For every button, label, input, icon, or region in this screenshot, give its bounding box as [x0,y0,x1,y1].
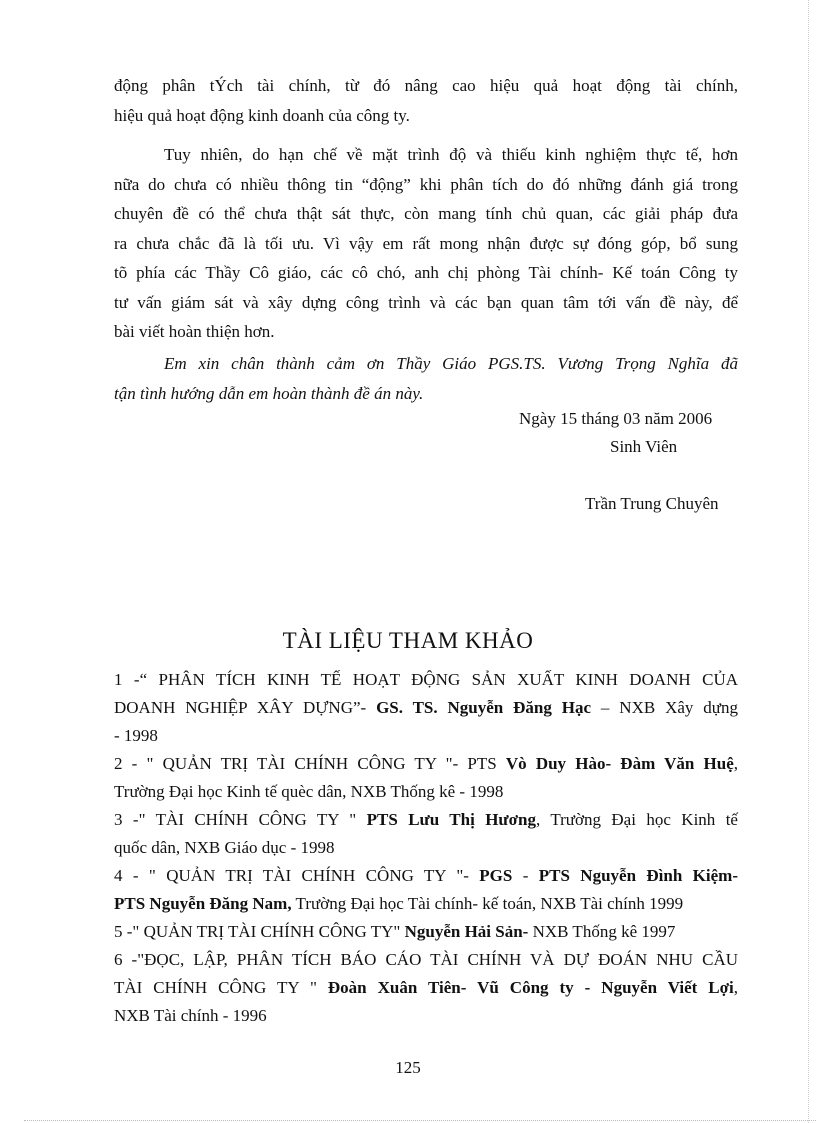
reference-item [114,666,738,750]
text-line: Tuy nhiên, do hạn chế về mặt trình độ và thiếu kinh nghiệm thực tế, hơn [164,145,738,164]
ref-publisher: NXB Thống kê 1997 [528,922,676,941]
ref-author: Đoàn Xuân Tiên- Vũ Công ty - Nguyễn Viết Lợi [327,978,734,997]
references-list [114,666,738,1030]
ref-author: Nguyễn Hải Sản- [404,922,529,941]
text-line: động phân tÝch tài chính, từ đó nâng cao hiệu quả hoạt động tài chính, [114,76,738,95]
ref-title: 2 - " QUẢN TRỊ TÀI CHÍNH CÔNG TY "- PTS [114,754,506,773]
ref-title: 5 -" QUẢN TRỊ TÀI CHÍNH CÔNG TY" [114,922,405,941]
ref-publisher: Trường Đại học Tài chính- kế toán, NXB Tài chính 1999 [291,894,684,913]
signature-role: Sinh Viên [610,437,678,456]
page-border-right [808,0,809,1123]
ref-title: 3 -" TÀI CHÍNH CÔNG TY " [114,810,367,829]
text-line: ra chưa chắc đã là tối ưu. Vì vậy em rất mong nhận được sự đóng góp, bổ sung [114,233,738,253]
text-line: bài viết hoàn thiện hơn. [114,322,275,341]
signature-date: Ngày 15 tháng 03 năm 2006 [519,409,713,428]
page-border-bottom [24,1120,816,1121]
ref-author: GS. TS. Nguyễn Đăng Hạc [376,698,592,717]
ref-title: 4 - " QUẢN TRỊ TÀI CHÍNH CÔNG TY "- [114,866,480,885]
paragraph-analysis [114,71,738,130]
reference-item [114,918,738,946]
signature-name: Trần Trung Chuyên [585,494,719,513]
text-line: hiệu quả hoạt động kinh doanh của công ty. [114,105,410,125]
ref-author: PGS [479,866,513,885]
ref-line: 1 -“ PHÂN TÍCH KINH TẾ HOẠT ĐỘNG SẢN XUẤT KINH DOANH CỦA [114,670,738,689]
ref-line [114,918,738,946]
text-line: nữa do chưa có nhiều thông tin “động” khi phân tích do đó những đánh giá trong [114,174,738,194]
ref-line: NXB Tài chính - 1996 [114,1006,267,1025]
ref-sep: , [733,978,738,997]
reference-item [114,946,738,1030]
references-title: TÀI LIỆU THAM KHẢO [282,628,534,653]
ref-title: DOANH NGHIỆP XÂY DỰNG”- [114,698,377,717]
text-line: tận tình hướng dẫn em hoàn thành đề án này. [114,383,424,403]
text-line: tư vấn giám sát và xây dựng công trình và các bạn quan tâm tới vấn đề này, để [114,292,738,312]
paragraph-thanks [114,349,738,408]
ref-line [114,806,738,834]
ref-author: Vò Duy Hào- Đàm Văn Huệ [505,754,734,773]
ref-author: PTS Lưu Thị Hương [366,810,536,829]
ref-line [114,974,738,1002]
ref-author: PTS Nguyễn Đình Kiệm- [538,866,738,885]
page-number: 125 [395,1058,421,1077]
text-line: Em xin chân thành cảm ơn Thầy Giáo PGS.TS. Vương Trọng Nghĩa đã [164,354,738,373]
ref-sep: , [733,754,738,773]
ref-line: quốc dân, NXB Giáo dục - 1998 [114,838,335,857]
ref-publisher: – NXB Xây dựng [591,698,738,717]
ref-publisher: , Trường Đại học Kinh tế [536,810,738,829]
ref-line: Trường Đại học Kinh tế quèc dân, NXB Thống kê - 1998 [114,782,504,801]
ref-title: TÀI CHÍNH CÔNG TY " [114,978,328,997]
reference-item [114,806,738,862]
text-line: chuyên đề có thể chưa thật sát thực, còn mang tính chủ quan, các giải pháp đưa [114,204,738,223]
reference-item [114,862,738,918]
ref-line: 6 -"ĐỌC, LẬP, PHÂN TÍCH BÁO CÁO TÀI CHÍNH VÀ DỰ ĐOÁN NHU CẦU [114,950,738,969]
ref-line [114,750,738,778]
ref-line [114,694,738,722]
text-line: tõ phía các Thầy Cô giáo, các cô chó, anh chị phòng Tài chính- Kế toán Công ty [114,263,738,282]
ref-author: PTS Nguyễn Đăng Nam, [114,894,292,913]
ref-line: - 1998 [114,726,158,745]
reference-item [114,750,738,806]
ref-sep: - [512,866,539,885]
paragraph-limitations [114,140,738,347]
ref-line [114,890,738,918]
ref-line [114,862,738,890]
